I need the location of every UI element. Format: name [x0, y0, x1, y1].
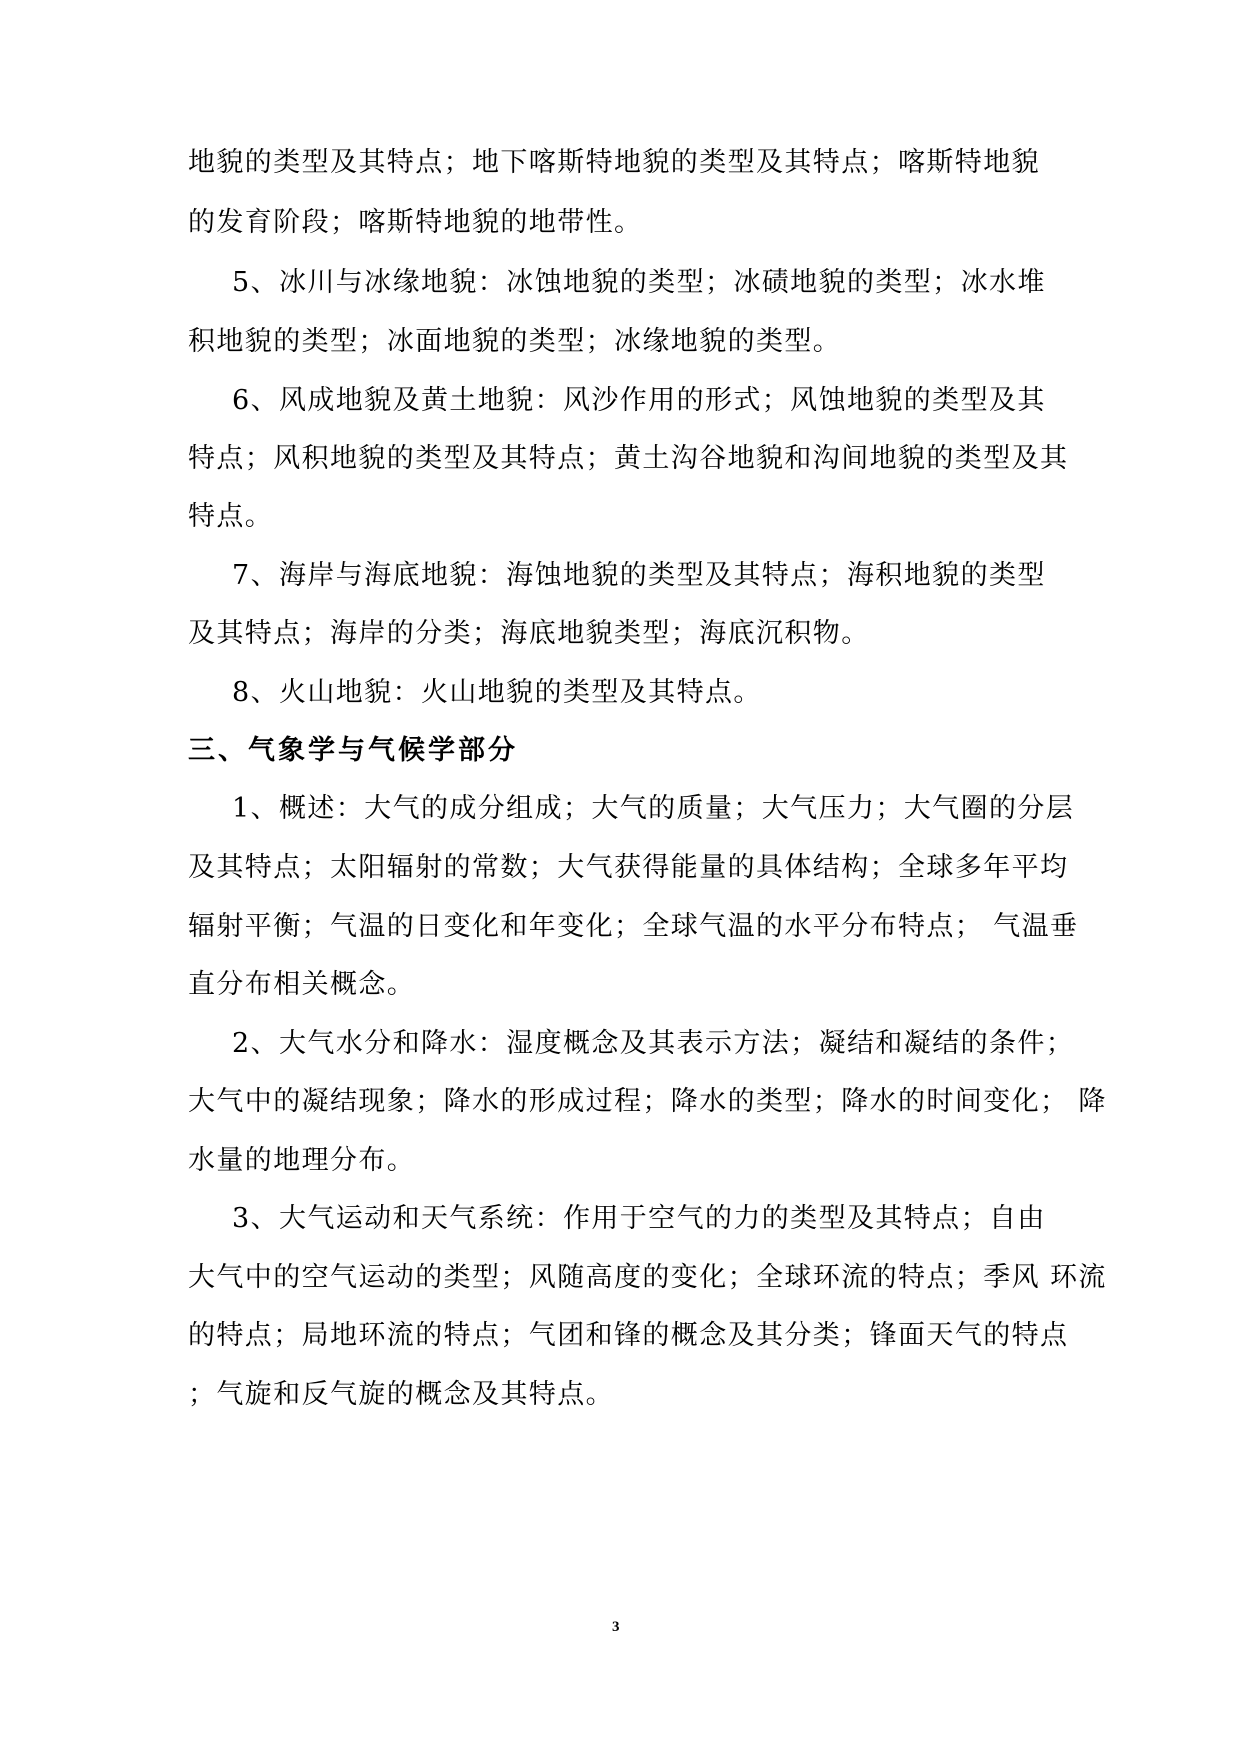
- text-line: 大气中的凝结现象；降水的形成过程；降水的类型；降水的时间变化； 降: [188, 1086, 1107, 1117]
- text-line: ；气旋和反气旋的概念及其特点。: [188, 1379, 614, 1410]
- section-item-7: 7、海岸与海底地貌：海蚀地貌的类型及其特点；海积地貌的类型: [232, 560, 1046, 591]
- section-item-8: 8、火山地貌：火山地貌的类型及其特点。: [232, 677, 762, 708]
- text-line: 直分布相关概念。: [188, 969, 416, 1000]
- text-line: 及其特点；太阳辐射的常数；大气获得能量的具体结构；全球多年平均: [188, 852, 1069, 883]
- subsection-item-2: 2、大气水分和降水：湿度概念及其表示方法；凝结和凝结的条件；: [232, 1028, 1075, 1059]
- text-line: 水量的地理分布。: [188, 1145, 416, 1176]
- text-line: 辐射平衡；气温的日变化和年变化；全球气温的水平分布特点； 气温垂: [188, 911, 1079, 942]
- text-line: 的特点；局地环流的特点；气团和锋的概念及其分类；锋面天气的特点: [188, 1320, 1069, 1351]
- section-item-6: 6、风成地貌及黄土地貌：风沙作用的形式；风蚀地貌的类型及其: [232, 385, 1046, 416]
- text-line: 积地貌的类型；冰面地貌的类型；冰缘地貌的类型。: [188, 326, 842, 357]
- text-line: 特点；风积地貌的类型及其特点；黄土沟谷地貌和沟间地貌的类型及其: [188, 443, 1069, 474]
- text-line: 大气中的空气运动的类型；风随高度的变化；全球环流的特点；季风 环流: [188, 1262, 1107, 1293]
- text-line: 地貌的类型及其特点；地下喀斯特地貌的类型及其特点；喀斯特地貌: [188, 147, 1040, 178]
- text-line: 及其特点；海岸的分类；海底地貌类型；海底沉积物。: [188, 618, 870, 649]
- section-item-5: 5、冰川与冰缘地貌：冰蚀地貌的类型；冰碛地貌的类型；冰水堆: [232, 267, 1046, 298]
- subsection-item-1: 1、概述：大气的成分组成；大气的质量；大气压力；大气圈的分层: [232, 793, 1075, 824]
- text-line: 特点。: [188, 501, 274, 532]
- page-number: 3: [612, 1619, 620, 1635]
- subsection-item-3: 3、大气运动和天气系统：作用于空气的力的类型及其特点；自由: [232, 1203, 1046, 1234]
- text-line: 的发育阶段；喀斯特地貌的地带性。: [188, 207, 643, 238]
- section-heading: 三、气象学与气候学部分: [188, 735, 518, 766]
